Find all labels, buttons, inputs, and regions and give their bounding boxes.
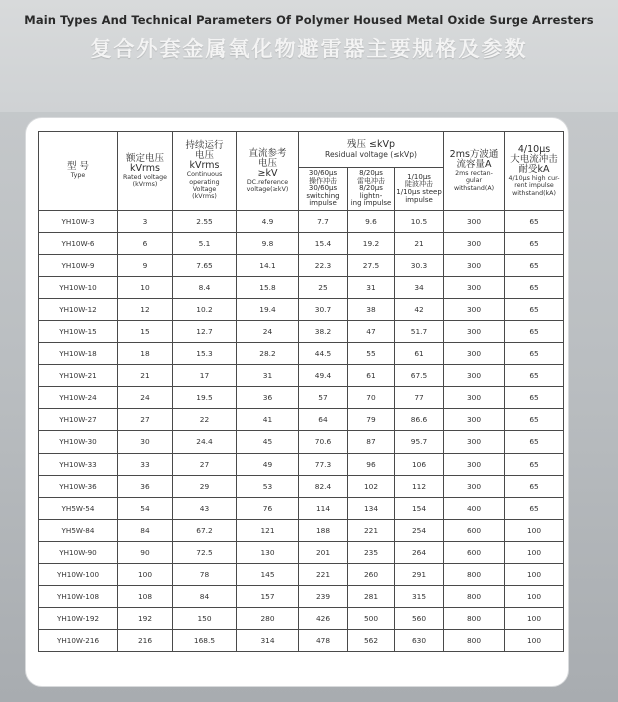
table-cell: 9.8 (237, 233, 299, 255)
table-cell: 55 (348, 343, 395, 365)
table-cell: 61 (395, 343, 444, 365)
table-cell: 15.3 (173, 343, 237, 365)
header-high-current (505, 132, 564, 211)
table-cell: 65 (505, 277, 564, 299)
table-cell: 426 (299, 607, 348, 629)
table-cell: 221 (348, 519, 395, 541)
table-cell: 19.2 (348, 233, 395, 255)
table-cell: 800 (444, 607, 505, 629)
table-cell: 76 (237, 497, 299, 519)
table-cell: 300 (444, 277, 505, 299)
table-cell: 800 (444, 629, 505, 651)
table-cell: 2.55 (173, 211, 237, 233)
header-li-l1: 8/20μs (359, 169, 383, 178)
header-type (39, 132, 118, 211)
table-cell: 17 (173, 365, 237, 387)
header-high-en2: rent impulse (514, 182, 554, 190)
table-cell: YH10W-27 (39, 409, 118, 431)
header-sw-l5: impulse (309, 199, 337, 208)
table-cell: 38.2 (299, 321, 348, 343)
table-cell: 65 (505, 365, 564, 387)
table-cell: 314 (237, 629, 299, 651)
table-cell: 42 (395, 299, 444, 321)
table-cell: 65 (505, 299, 564, 321)
header-continuous-cn2: 电压 (194, 150, 214, 162)
table-cell: 70 (348, 387, 395, 409)
table-cell: 10.2 (173, 299, 237, 321)
table-cell: 15.8 (237, 277, 299, 299)
header-sw-l3: 30/60μs (308, 184, 338, 193)
table-cell: 800 (444, 585, 505, 607)
header-continuous-en4: (kVrms) (192, 193, 217, 201)
table-cell: 30.7 (299, 299, 348, 321)
table-cell: 27 (118, 409, 173, 431)
table-cell: 82.4 (299, 475, 348, 497)
table-cell: YH10W-18 (39, 343, 118, 365)
header-sw-l1: 30/60μs (308, 169, 338, 178)
table-cell: 100 (505, 585, 564, 607)
table-cell: 53 (237, 475, 299, 497)
table-cell: 21 (395, 233, 444, 255)
table-cell: YH10W-33 (39, 453, 118, 475)
table-cell: 44.5 (299, 343, 348, 365)
table-cell: 150 (173, 607, 237, 629)
table-cell: 5.1 (173, 233, 237, 255)
table-cell: 15.4 (299, 233, 348, 255)
table-cell: 315 (395, 585, 444, 607)
table-cell: 8.4 (173, 277, 237, 299)
table-row (39, 519, 564, 541)
table-cell: 18 (118, 343, 173, 365)
table-cell: 27.5 (348, 255, 395, 277)
header-rated-en1: Rated voltage (123, 173, 167, 181)
table-cell: 41 (237, 409, 299, 431)
header-st-l3: 1/10μs steep (396, 188, 442, 196)
table-cell: YH10W-216 (39, 629, 118, 651)
table-cell: 67.2 (173, 519, 237, 541)
table-cell: 630 (395, 629, 444, 651)
table-row (39, 387, 564, 409)
table-cell: 478 (299, 629, 348, 651)
table-cell: 84 (173, 585, 237, 607)
table-row (39, 277, 564, 299)
header-switching-impulse (299, 168, 348, 211)
table-cell: 9.6 (348, 211, 395, 233)
header-rated-cn1: 额定电压 (125, 152, 164, 164)
table-row (39, 607, 564, 629)
table-cell: 15 (118, 321, 173, 343)
table-cell: 500 (348, 607, 395, 629)
header-residual-cn: 残压 ≤kVp (347, 139, 396, 150)
header-li-l2: 雷电冲击 (357, 176, 385, 185)
table-cell: 121 (237, 519, 299, 541)
table-row (39, 475, 564, 497)
table-cell: 54 (118, 497, 173, 519)
table-row (39, 343, 564, 365)
header-st-l2: 陡波冲击 (405, 180, 434, 189)
table-cell: 7.65 (173, 255, 237, 277)
table-cell: 65 (505, 343, 564, 365)
table-cell: 100 (505, 541, 564, 563)
table-cell: 21 (118, 365, 173, 387)
header-rect-en2: gular (465, 177, 483, 185)
table-cell: 65 (505, 497, 564, 519)
table-body (39, 211, 564, 652)
header-dc-en1: DC.reference (246, 178, 289, 186)
table-cell: 3 (118, 211, 173, 233)
table-row (39, 233, 564, 255)
table-cell: 12.7 (173, 321, 237, 343)
header-residual-voltage (299, 132, 444, 168)
table-row (39, 453, 564, 475)
table-cell: 280 (237, 607, 299, 629)
table-cell: 154 (395, 497, 444, 519)
table-cell: 100 (505, 519, 564, 541)
table-cell: 27 (173, 453, 237, 475)
table-cell: YH5W-84 (39, 519, 118, 541)
table-cell: 61 (348, 365, 395, 387)
header-rated-en2: (kVrms) (132, 181, 158, 188)
header-type-en: Type (70, 172, 86, 180)
table-cell: 7.7 (299, 211, 348, 233)
table-cell: 235 (348, 541, 395, 563)
header-high-cn1: 4/10μs (517, 143, 551, 155)
table-cell: 108 (118, 585, 173, 607)
table-cell: YH10W-108 (39, 585, 118, 607)
table-cell: 64 (299, 409, 348, 431)
table-cell: 102 (348, 475, 395, 497)
table-row (39, 541, 564, 563)
table-cell: 300 (444, 233, 505, 255)
table-cell: 300 (444, 255, 505, 277)
table-row (39, 255, 564, 277)
table-cell: 600 (444, 519, 505, 541)
table-cell: YH5W-54 (39, 497, 118, 519)
header-lightning-impulse (348, 168, 395, 211)
header-steep-impulse (395, 168, 444, 211)
table-cell: 300 (444, 299, 505, 321)
header-rect-en1: 2ms rectan- (455, 169, 493, 177)
table-cell: 254 (395, 519, 444, 541)
table-cell: 130 (237, 541, 299, 563)
table-cell: 192 (118, 607, 173, 629)
table-cell: YH10W-21 (39, 365, 118, 387)
table-cell: 100 (505, 629, 564, 651)
table-cell: YH10W-12 (39, 299, 118, 321)
header-dc-cn2: 电压 (257, 157, 277, 169)
header-rect-cn1: 2ms方波通 (449, 148, 499, 160)
header-sw-l2: 操作冲击 (309, 176, 337, 185)
table-cell: 10.5 (395, 211, 444, 233)
table-row (39, 431, 564, 453)
table-cell: 47 (348, 321, 395, 343)
table-cell: 45 (237, 431, 299, 453)
table-cell: 65 (505, 255, 564, 277)
table-cell: 6 (118, 233, 173, 255)
table-cell: 239 (299, 585, 348, 607)
table-cell: 19.4 (237, 299, 299, 321)
table-cell: 65 (505, 211, 564, 233)
header-li-l4: ing impulse (350, 199, 392, 208)
header-li-l3: 8/20μs lightn- (359, 184, 383, 200)
table-cell: 168.5 (173, 629, 237, 651)
table-row (39, 211, 564, 233)
table-cell: 24 (237, 321, 299, 343)
table-cell: 22 (173, 409, 237, 431)
header-continuous-voltage (173, 132, 237, 211)
table-cell: 114 (299, 497, 348, 519)
table-cell: 34 (395, 277, 444, 299)
header-rect-en3: withstand(A) (453, 184, 495, 192)
table-cell: YH10W-36 (39, 475, 118, 497)
table-cell: 96 (348, 453, 395, 475)
header-st-l1: 1/10μs (407, 172, 431, 181)
table-cell: 10 (118, 277, 173, 299)
table-cell: 300 (444, 343, 505, 365)
table-cell: 100 (118, 563, 173, 585)
table-cell: 65 (505, 453, 564, 475)
header-dc-en2: voltage(≥kV) (246, 186, 289, 193)
table-cell: 51.7 (395, 321, 444, 343)
table-cell: 28.2 (237, 343, 299, 365)
table-row (39, 629, 564, 651)
table-row (39, 365, 564, 387)
header-dc-cn3: ≥kV (257, 167, 278, 179)
header-high-cn2: 大电流冲击 (510, 153, 558, 165)
table-cell: 65 (505, 233, 564, 255)
table-cell: 112 (395, 475, 444, 497)
table-cell: 9 (118, 255, 173, 277)
table-cell: 24 (118, 387, 173, 409)
table-cell: YH10W-9 (39, 255, 118, 277)
table-cell: 600 (444, 541, 505, 563)
header-rated-cn2: kVrms (130, 162, 160, 174)
table-row (39, 563, 564, 585)
table-cell: 300 (444, 453, 505, 475)
table-cell: 77 (395, 387, 444, 409)
header-continuous-cn3: kVrms (189, 160, 220, 172)
table-cell: YH10W-24 (39, 387, 118, 409)
table-cell: 38 (348, 299, 395, 321)
table-cell: 36 (118, 475, 173, 497)
table-cell: YH10W-10 (39, 277, 118, 299)
title-chinese: 复合外套金属氧化物避雷器主要规格及参数 (90, 37, 528, 61)
header-sw-l4: switching (306, 191, 340, 200)
header-high-en1: 4/10μs high cur- (508, 174, 560, 182)
table-cell: 86.6 (395, 409, 444, 431)
table-cell: 70.6 (299, 431, 348, 453)
table-cell: 300 (444, 409, 505, 431)
table-row (39, 409, 564, 431)
table-cell: YH10W-90 (39, 541, 118, 563)
header-high-en3: withstand(kA) (512, 189, 556, 197)
header-rect-cn2: 流容量A (456, 158, 492, 170)
table-cell: 43 (173, 497, 237, 519)
header-continuous-en3: Voltage (192, 186, 217, 193)
table-cell: 264 (395, 541, 444, 563)
header-rectangular-withstand (444, 132, 505, 211)
table-cell: YH10W-15 (39, 321, 118, 343)
table-cell: 201 (299, 541, 348, 563)
table-cell: 49.4 (299, 365, 348, 387)
table-cell: 216 (118, 629, 173, 651)
table-cell: 78 (173, 563, 237, 585)
table-cell: 30 (118, 431, 173, 453)
table-cell: 157 (237, 585, 299, 607)
table-cell: 4.9 (237, 211, 299, 233)
table-cell: 79 (348, 409, 395, 431)
header-type-cn: 型 号 (66, 161, 90, 173)
table-cell: 400 (444, 497, 505, 519)
table-cell: 300 (444, 211, 505, 233)
table-cell: 12 (118, 299, 173, 321)
table-cell: 300 (444, 365, 505, 387)
header-high-cn3: 耐受kA (518, 163, 550, 175)
table-row (39, 585, 564, 607)
table-cell: 19.5 (173, 387, 237, 409)
table-cell: 281 (348, 585, 395, 607)
header-continuous-en2: operating (189, 178, 220, 186)
table-cell: 562 (348, 629, 395, 651)
table-cell: 29 (173, 475, 237, 497)
table-cell: YH10W-30 (39, 431, 118, 453)
table-row (39, 321, 564, 343)
parameters-table (38, 131, 564, 652)
header-dc-reference (237, 132, 299, 211)
table-cell: YH10W-192 (39, 607, 118, 629)
table-cell: 800 (444, 563, 505, 585)
table-cell: 188 (299, 519, 348, 541)
table-cell: 31 (348, 277, 395, 299)
table-cell: 65 (505, 409, 564, 431)
table-cell: 65 (505, 387, 564, 409)
table-cell: 57 (299, 387, 348, 409)
table-cell: 22.3 (299, 255, 348, 277)
table-cell: 221 (299, 563, 348, 585)
table-cell: 36 (237, 387, 299, 409)
table-row (39, 299, 564, 321)
table-cell: 84 (118, 519, 173, 541)
table-cell: 31 (237, 365, 299, 387)
table-cell: 65 (505, 321, 564, 343)
table-cell: 300 (444, 431, 505, 453)
table-cell: 106 (395, 453, 444, 475)
table-cell: 87 (348, 431, 395, 453)
table-cell: 291 (395, 563, 444, 585)
table-cell: YH10W-100 (39, 563, 118, 585)
table-cell: 67.5 (395, 365, 444, 387)
table-cell: 49 (237, 453, 299, 475)
table-cell: 33 (118, 453, 173, 475)
title-english: Main Types And Technical Parameters Of Polymer Housed Metal Oxide Surge Arresters (24, 13, 594, 27)
table-cell: 300 (444, 475, 505, 497)
table-row (39, 497, 564, 519)
table-cell: 24.4 (173, 431, 237, 453)
table-cell: 72.5 (173, 541, 237, 563)
header-continuous-cn1: 持续运行 (185, 140, 224, 152)
table-cell: YH10W-3 (39, 211, 118, 233)
table-cell: 65 (505, 475, 564, 497)
table-cell: 77.3 (299, 453, 348, 475)
table-cell: 100 (505, 607, 564, 629)
table-cell: 25 (299, 277, 348, 299)
table-cell: 65 (505, 431, 564, 453)
table-cell: 260 (348, 563, 395, 585)
header-residual-en: Residual voltage (≤kVp) (325, 150, 417, 159)
table-cell: 300 (444, 321, 505, 343)
table-cell: 560 (395, 607, 444, 629)
table-cell: 300 (444, 387, 505, 409)
table-cell: 145 (237, 563, 299, 585)
header-st-l4: impulse (405, 195, 433, 204)
header-rated-voltage (118, 132, 173, 211)
header-dc-cn1: 直流参考 (248, 147, 287, 159)
table-cell: 134 (348, 497, 395, 519)
header-continuous-en1: Continuous (186, 171, 223, 179)
table-cell: YH10W-6 (39, 233, 118, 255)
table-cell: 14.1 (237, 255, 299, 277)
table-cell: 95.7 (395, 431, 444, 453)
table-cell: 90 (118, 541, 173, 563)
table-cell: 30.3 (395, 255, 444, 277)
table-cell: 100 (505, 563, 564, 585)
